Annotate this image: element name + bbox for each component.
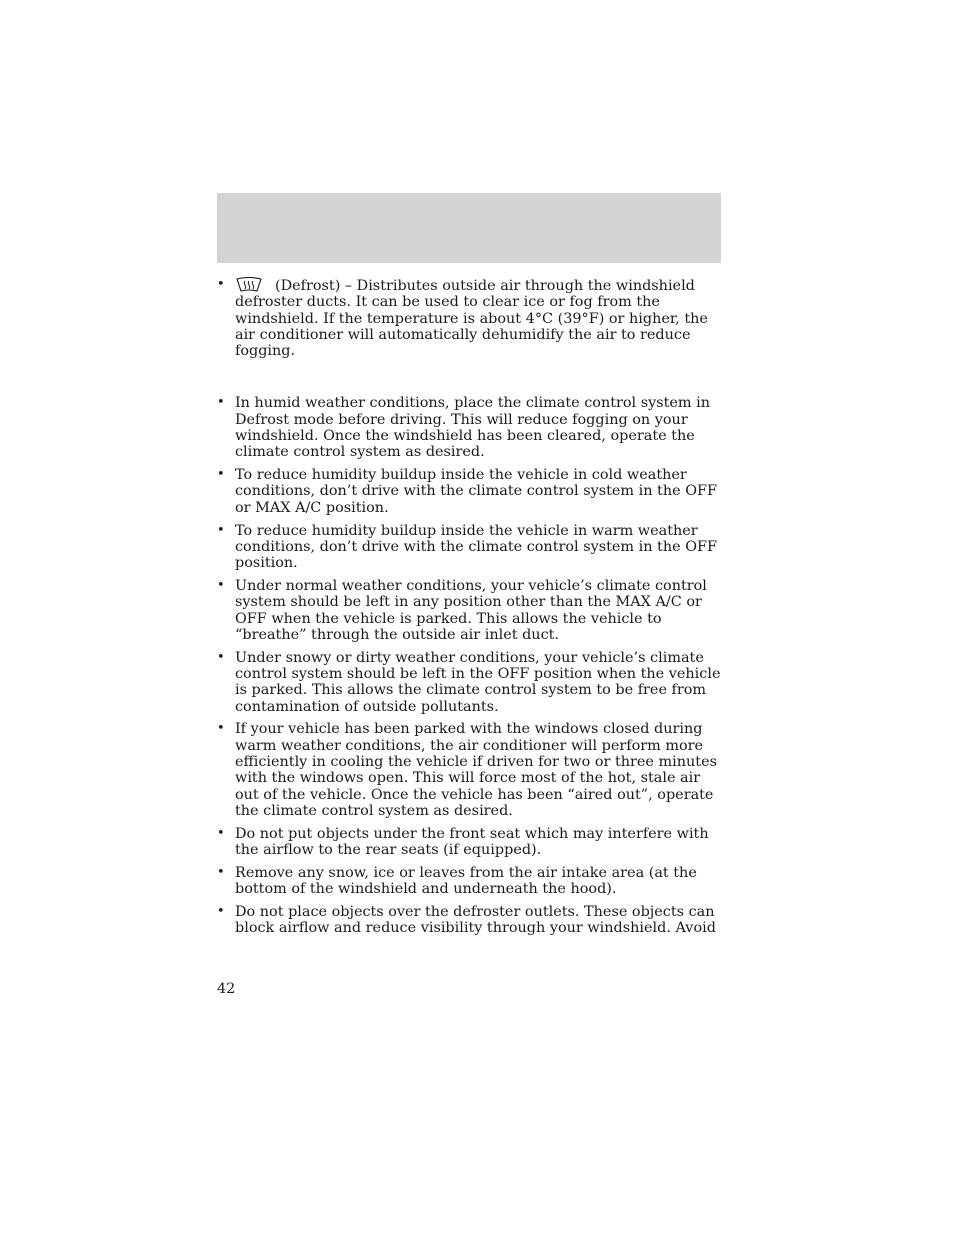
bullet-dot: •	[217, 467, 225, 483]
list-item	[217, 523, 721, 572]
bullet-dot: •	[217, 825, 225, 841]
list-item-text: To reduce humidity buildup inside the vehicle in cold weather conditions, don’t drive with the climate control system in the OFF or MAX A/C position.	[235, 467, 717, 516]
windshield-defrost-icon	[235, 277, 263, 293]
list-item	[217, 904, 721, 937]
list-item	[217, 395, 721, 460]
list-item	[217, 467, 721, 516]
bullet-dot: •	[217, 522, 225, 538]
defrost-text: (Defrost) – Distributes outside air through the windshield defroster ducts. It can be used to clear ice or fog from the windshield. If the temperature is about 4°C (39°F) or higher, the air conditioner will automatically dehumidify the air to reduce fogging.	[235, 278, 708, 360]
list-item-text: Do not put objects under the front seat which may interfere with the airflow to the rear seats (if equipped).	[235, 825, 709, 858]
list-item-text: If your vehicle has been parked with the windows closed during warm weather conditions, the air conditioner will perform more efficiently in cooling the vehicle if driven for two or three minutes with the windows open. This will force most of the hot, stale air out of the vehicle. Once the vehicle has been “aired out”, operate the climate control system as desired.	[235, 721, 717, 819]
list-item	[217, 721, 721, 819]
list-item-text: Under normal weather conditions, your vehicle’s climate control system should be left in any position other than the MAX A/C or OFF when the vehicle is parked. This allows the vehicle to “breathe” through the outside air inlet duct.	[235, 577, 707, 643]
list-item-text: Do not place objects over the defroster outlets. These objects can block airflow and reduce visibility through your windshield. Avoid	[235, 903, 716, 937]
bullet-dot: •	[217, 649, 225, 665]
list-item	[217, 650, 721, 715]
bullet-dot: •	[217, 395, 225, 411]
bullet-dot: •	[217, 864, 225, 880]
defrost-description	[217, 277, 721, 359]
manual-content	[217, 277, 721, 943]
list-item-text: Under snowy or dirty weather conditions, your vehicle’s climate control system should be left in the OFF position when the vehicle is parked. This allows the climate control system to be free from contamination of outside pollutants.	[235, 649, 721, 715]
section-header-band	[217, 193, 721, 263]
page-number: 42	[217, 981, 236, 997]
list-item-text: To reduce humidity buildup inside the vehicle in warm weather conditions, don’t drive with the climate control system in the OFF position.	[235, 522, 717, 572]
bullet-dot: •	[217, 577, 225, 593]
list-item-text: In humid weather conditions, place the climate control system in Defrost mode before driving. This will reduce fogging on your windshield. Once the windshield has been cleared, operate the climate control system as desired.	[235, 395, 711, 461]
bullet-dot: •	[217, 903, 225, 919]
bullet-dot: •	[217, 277, 225, 292]
list-item-text: Remove any snow, ice or leaves from the air intake area (at the bottom of the windshield and underneath the hood).	[235, 864, 697, 897]
list-item	[217, 865, 721, 898]
bullet-dot: •	[217, 721, 225, 737]
list-item	[217, 578, 721, 643]
list-item	[217, 826, 721, 859]
